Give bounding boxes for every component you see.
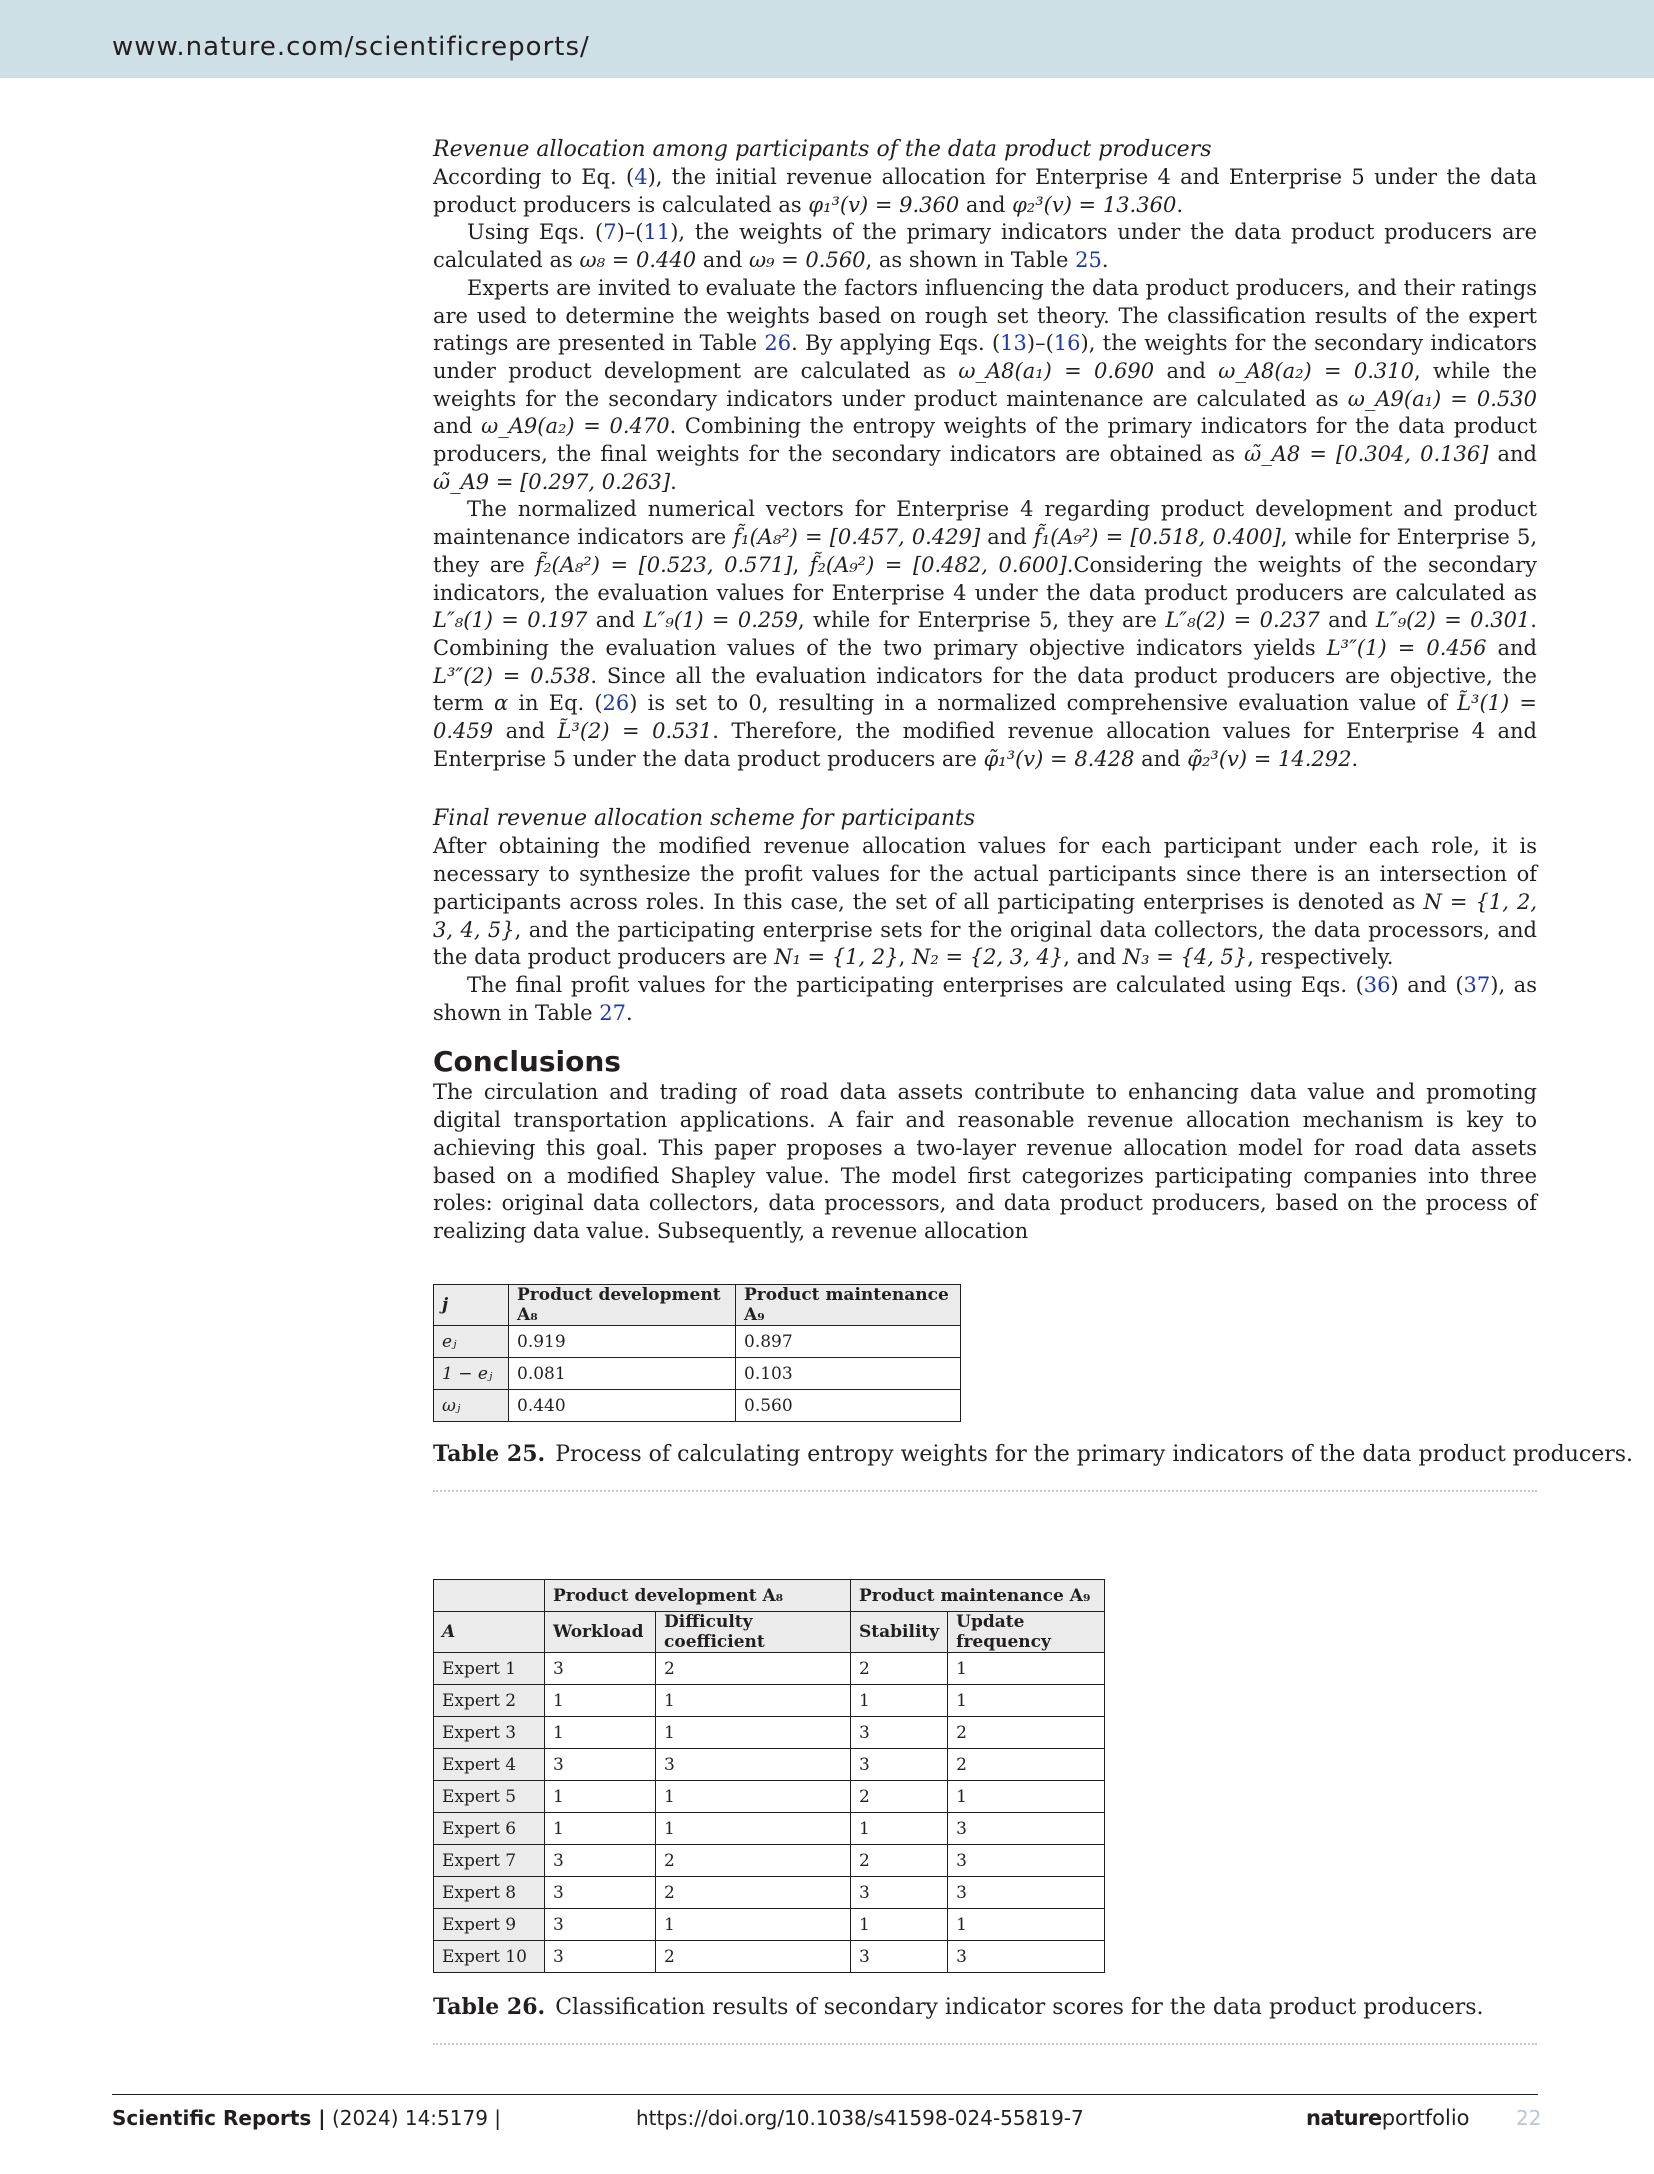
- table-row: [434, 1749, 1105, 1781]
- table-cell: Expert 9: [434, 1909, 545, 1941]
- table-cell: Expert 3: [434, 1717, 545, 1749]
- table-header: Stability: [851, 1612, 948, 1653]
- table-cell: 1 − eⱼ: [434, 1358, 509, 1390]
- table-cell: 1: [656, 1717, 851, 1749]
- header-url[interactable]: www.nature.com/scientificreports/: [112, 32, 590, 62]
- table-cell: 2: [948, 1717, 1105, 1749]
- math: N₂ = {2, 3, 4}: [911, 945, 1064, 970]
- divider: [433, 2043, 1537, 2045]
- math: ω_A9(a₁) = 0.530: [1347, 386, 1537, 411]
- math: φ₂³(v) = 13.360: [1012, 192, 1177, 217]
- math: f̃₁(A₉²) = [0.518, 0.400]: [1033, 525, 1281, 550]
- math: N₁ = {1, 2}: [774, 945, 899, 970]
- math: ω₈ = 0.440: [579, 248, 697, 273]
- table-cell: 1: [656, 1813, 851, 1845]
- math: N₃ = {4, 5}: [1122, 945, 1248, 970]
- table-cell: 2: [851, 1653, 948, 1685]
- table-row: [434, 1941, 1105, 1973]
- math: f̃₁(A₈²) = [0.457, 0.429]: [733, 525, 981, 550]
- table-row: [434, 1390, 961, 1422]
- math: L³″(1) = 0.456: [1326, 635, 1487, 660]
- table-cell: 0.897: [736, 1326, 961, 1358]
- math: ω_A8(a₁) = 0.690: [958, 358, 1155, 383]
- table-cell: 1: [545, 1685, 656, 1717]
- eq-ref-36[interactable]: 36: [1363, 972, 1391, 997]
- table-header: Difficulty coefficient: [656, 1612, 851, 1653]
- math: L″₉(1) = 0.259: [643, 608, 798, 633]
- table-cell: 1: [851, 1909, 948, 1941]
- table-cell: 3: [948, 1941, 1105, 1973]
- paragraph-revenue-1: According to Eq. (4), the initial revenue allocation for Enterprise 4 and Enterprise 5 under the data product producers is calculated as φ₁³(v) = 9.360 and φ₂³(v) = 13.360.: [433, 165, 1537, 217]
- table-cell: Expert 4: [434, 1749, 545, 1781]
- math: L″₈(1) = 0.197: [433, 608, 588, 633]
- table-row: [434, 1845, 1105, 1877]
- table-cell: Expert 8: [434, 1877, 545, 1909]
- section-title-revenue: Revenue allocation among participants of the data product producers: [433, 137, 1212, 162]
- table-cell: 0.081: [509, 1358, 736, 1390]
- table-header-group: Product development A₈: [545, 1580, 851, 1612]
- math: ω̃_A9 = [0.297, 0.263]: [433, 469, 671, 494]
- math: L³″(2) = 0.538: [433, 663, 591, 688]
- math: L̃³(1) = 0.459: [433, 691, 1537, 744]
- table-cell: 3: [851, 1941, 948, 1973]
- table-cell: 1: [545, 1813, 656, 1845]
- table-row: [434, 1717, 1105, 1749]
- math: ω_A8(a₂) = 0.310: [1218, 358, 1415, 383]
- table-25: [433, 1284, 961, 1422]
- table-cell: 3: [545, 1941, 656, 1973]
- table-cell: 0.560: [736, 1390, 961, 1422]
- paragraph-revenue-3: Experts are invited to evaluate the factors influencing the data product producers, and their ratings are used to determine the weights based on rough set theory. The classification results of the expert ratings are presented in Table 26. By applying Eqs. (13)–(16), the weights for the secondary indicators under product development are calculated as ω_A8(a₁) = 0.690 and ω_A8(a₂) = 0.310, while the weights for the secondary indicators under product maintenance are calculated as ω_A9(a₁) = 0.530 and ω_A9(a₂) = 0.470. Combining the entropy weights of the primary indicators for the data product producers, the final weights for the secondary indicators are obtained as ω̃_A8 = [0.304, 0.136] and ω̃_A9 = [0.297, 0.263].: [433, 275, 1538, 494]
- paragraph-revenue-4: The normalized numerical vectors for Enterprise 4 regarding product development and product maintenance indicators are f̃₁(A₈²) = [0.457, 0.429] and f̃₁(A₉²) = [0.518, 0.400], while for Enterprise 5, they are f̃₂(A₈²) = [0.523, 0.571], f̃₂(A₉²) = [0.482, 0.600].Considering the weights of the secondary indicators, the evaluation values for Enterprise 4 under the data product producers are calculated as L″₈(1) = 0.197 and L″₉(1) = 0.259, while for Enterprise 5, they are L″₈(2) = 0.237 and L″₉(2) = 0.301. Combining the evaluation values of the two primary objective indicators yields L³″(1) = 0.456 and L³″(2) = 0.538. Since all the evaluation indicators for the data product producers are objective, the term α in Eq. (26) is set to 0, resulting in a normalized comprehensive evaluation value of L̃³(1) = 0.459 and L̃³(2) = 0.531. Therefore, the modified revenue allocation values for Enterprise 4 and Enterprise 5 under the data product producers are φ̃₁³(v) = 8.428 and φ̃₂³(v) = 14.292.: [433, 497, 1538, 771]
- table-ref-27[interactable]: 27: [599, 1000, 626, 1025]
- table-26: [433, 1579, 1105, 1973]
- table-cell: 3: [948, 1813, 1105, 1845]
- math: L″₈(2) = 0.237: [1165, 608, 1320, 633]
- table-ref-25[interactable]: 25: [1075, 248, 1102, 273]
- table-row: [434, 1653, 1105, 1685]
- table-header-group: Product maintenance A₉: [851, 1580, 1105, 1612]
- paragraph-final-2: The final profit values for the participating enterprises are calculated using Eqs. (36) and (37), as shown in Table 27.: [433, 972, 1537, 1025]
- section-title-final: Final revenue allocation scheme for participants: [433, 806, 976, 832]
- nature-portfolio-logo: natureportfolio: [1306, 2106, 1470, 2130]
- article-body: [433, 136, 1537, 1246]
- table-cell: 3: [948, 1845, 1105, 1877]
- table-cell: 1: [948, 1781, 1105, 1813]
- math: φ₁³(v) = 9.360: [808, 192, 960, 217]
- table-header: Product maintenance A₉: [736, 1285, 961, 1326]
- table-25-caption: Table 25. Process of calculating entropy weights for the primary indicators of the data product producers.: [433, 1441, 1634, 1467]
- table-header: Workload: [545, 1612, 656, 1653]
- table-cell: 1: [545, 1781, 656, 1813]
- table-row: [434, 1909, 1105, 1941]
- math: φ̃₁³(v) = 8.428: [983, 746, 1135, 771]
- table-cell: 2: [656, 1877, 851, 1909]
- page-number: 22: [1516, 2106, 1542, 2130]
- table-cell: 3: [656, 1749, 851, 1781]
- footer-doi-link[interactable]: https://doi.org/10.1038/s41598-024-55819-7: [636, 2106, 1084, 2130]
- table-cell: 1: [656, 1909, 851, 1941]
- table-cell: 2: [656, 1845, 851, 1877]
- table-cell: 2: [948, 1749, 1105, 1781]
- math: α: [493, 691, 509, 716]
- table-cell: 1: [948, 1909, 1105, 1941]
- table-row: [434, 1685, 1105, 1717]
- math: L″₉(2) = 0.301: [1375, 608, 1531, 633]
- table-header: Product development A₈: [509, 1285, 736, 1326]
- table-cell: Expert 1: [434, 1653, 545, 1685]
- table-cell: 3: [545, 1653, 656, 1685]
- table-cell: 1: [948, 1685, 1105, 1717]
- table-cell: 2: [851, 1845, 948, 1877]
- math: L̃³(2) = 0.531: [557, 719, 713, 744]
- eq-ref-37[interactable]: 37: [1463, 972, 1491, 997]
- eq-ref-4[interactable]: 4: [634, 165, 648, 189]
- table-cell: 1: [851, 1685, 948, 1717]
- math: N = {1, 2, 3, 4, 5}: [433, 889, 1537, 942]
- table-ref-26[interactable]: 26: [764, 331, 792, 356]
- table-26-caption: Table 26. Classification results of secondary indicator scores for the data product producers.: [433, 1994, 1484, 2020]
- table-cell: 0.919: [509, 1326, 736, 1358]
- math: f̃₂(A₈²) = [0.523, 0.571]: [535, 552, 793, 577]
- table-cell: eⱼ: [434, 1326, 509, 1358]
- table-cell: 1: [851, 1813, 948, 1845]
- table-cell: 3: [545, 1749, 656, 1781]
- table-cell: 0.103: [736, 1358, 961, 1390]
- table-cell: 3: [545, 1877, 656, 1909]
- table-cell: 1: [656, 1781, 851, 1813]
- table-cell: 3: [948, 1877, 1105, 1909]
- paragraph-final-1: After obtaining the modified revenue allocation values for each participant under each role, it is necessary to synthesize the profit values for the actual participants since there is an intersection of participants across roles. In this case, the set of all participating enterprises is denoted as N = {1, 2, 3, 4, 5}, and the participating enterprise sets for the original data collectors, the data processors, and the data product producers are N₁ = {1, 2}, N₂ = {2, 3, 4}, and N₃ = {4, 5}, respectively.: [433, 834, 1537, 970]
- table-cell: 3: [851, 1749, 948, 1781]
- table-cell: Expert 7: [434, 1845, 545, 1877]
- table-cell: Expert 6: [434, 1813, 545, 1845]
- table-cell: Expert 2: [434, 1685, 545, 1717]
- eq-ref-16[interactable]: 16: [1053, 331, 1081, 356]
- eq-ref-13[interactable]: 13: [1000, 331, 1027, 356]
- table-header-blank: [434, 1580, 545, 1612]
- math: ω₉ = 0.560: [748, 248, 866, 273]
- table-header: A: [434, 1612, 545, 1653]
- table-row: [434, 1781, 1105, 1813]
- eq-ref-7[interactable]: 7: [603, 220, 617, 245]
- eq-ref-26[interactable]: 26: [602, 691, 630, 716]
- table-header: Update frequency: [948, 1612, 1105, 1653]
- math: ω̃_A8 = [0.304, 0.136]: [1244, 442, 1489, 467]
- table-row: [434, 1326, 961, 1358]
- footer-rule: [112, 2094, 1538, 2095]
- footer-volume: (2024) 14:5179 |: [332, 2106, 502, 2130]
- math: φ̃₂³(v) = 14.292: [1187, 746, 1352, 771]
- table-cell: 3: [851, 1877, 948, 1909]
- math: ω_A9(a₂) = 0.470: [481, 414, 670, 439]
- table-cell: 3: [545, 1909, 656, 1941]
- table-cell: 2: [656, 1653, 851, 1685]
- table-cell: 2: [656, 1941, 851, 1973]
- conclusions-heading: Conclusions: [433, 1045, 621, 1079]
- table-cell: 3: [545, 1845, 656, 1877]
- footer-journal: Scientific Reports |: [112, 2106, 326, 2130]
- divider: [433, 1490, 1537, 1492]
- table-cell: 1: [656, 1685, 851, 1717]
- table-row: [434, 1877, 1105, 1909]
- conclusions-paragraph: The circulation and trading of road data assets contribute to enhancing data value and promoting digital transportation applications. A fair and reasonable revenue allocation mechanism is key to achieving this goal. This paper proposes a two-layer revenue allocation model for road data assets based on a modified Shapley value. The model first categorizes participating companies into three roles: original data collectors, data processors, and data product producers, based on the process of realizing data value. Subsequently, a revenue allocation: [433, 1080, 1537, 1243]
- math: f̃₂(A₉²) = [0.482, 0.600]: [809, 552, 1067, 577]
- table-cell: 0.440: [509, 1390, 736, 1422]
- table-cell: 1: [545, 1717, 656, 1749]
- table-row: [434, 1813, 1105, 1845]
- table-cell: 2: [851, 1781, 948, 1813]
- paragraph-revenue-2: Using Eqs. (7)–(11), the weights of the primary indicators under the data product producers are calculated as ω₈ = 0.440 and ω₉ = 0.560, as shown in Table 25.: [433, 220, 1538, 273]
- table-header: j: [434, 1285, 509, 1326]
- table-row: [434, 1358, 961, 1390]
- table-cell: Expert 5: [434, 1781, 545, 1813]
- table-cell: 1: [948, 1653, 1105, 1685]
- eq-ref-11[interactable]: 11: [643, 220, 671, 245]
- table-cell: ωⱼ: [434, 1390, 509, 1422]
- table-cell: 3: [851, 1717, 948, 1749]
- table-cell: Expert 10: [434, 1941, 545, 1973]
